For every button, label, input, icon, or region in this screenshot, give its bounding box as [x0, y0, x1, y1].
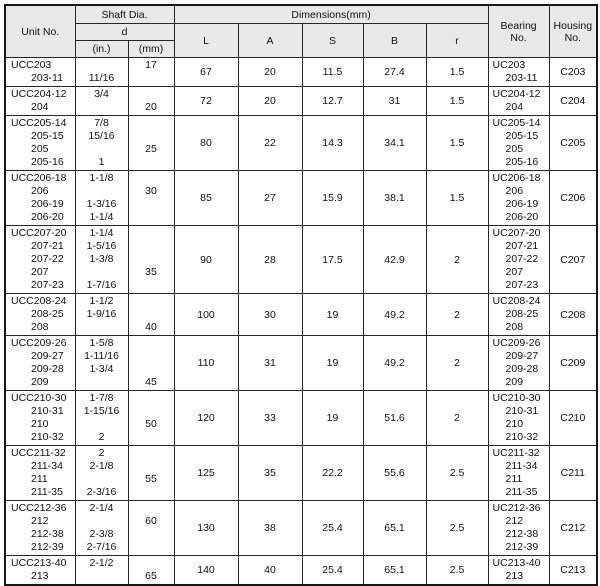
- unit-no-line: 209-27: [31, 350, 64, 362]
- dim-L-cell: 90: [174, 226, 238, 294]
- shaft-dia-mm-line: 60: [145, 515, 157, 527]
- unit-no-line: 203-11: [31, 72, 63, 84]
- unit-no-cell: [5, 58, 75, 87]
- header-dimensions: Dimensions(mm): [174, 5, 488, 24]
- unit-no-line: 208: [31, 321, 49, 333]
- header-col-L: L: [174, 24, 238, 58]
- dim-A-cell: 38: [238, 501, 302, 556]
- shaft-dia-in-line: [76, 376, 128, 389]
- shaft-dia-in-line: [76, 143, 128, 156]
- dim-S-cell: 17.5: [302, 226, 363, 294]
- shaft-dia-mm-line: [129, 460, 174, 473]
- bearing-no-cell: [488, 226, 549, 294]
- shaft-dia-mm-cell: [128, 336, 174, 391]
- unit-no-line: UCC206-18: [11, 172, 67, 184]
- unit-no-line: 213: [31, 570, 49, 582]
- dim-r-cell: 2: [426, 294, 488, 336]
- shaft-dia-in-cell: [75, 336, 128, 391]
- shaft-dia-mm-line: [129, 557, 174, 570]
- shaft-dia-in-line: 7/8: [94, 117, 109, 129]
- shaft-dia-mm-line: [129, 337, 174, 350]
- shaft-dia-mm-line: [129, 130, 174, 143]
- bearing-no-line: 206: [505, 185, 524, 197]
- bearing-spec-table: [4, 4, 598, 586]
- bearing-no-cell: [488, 87, 549, 116]
- bearing-no-line: 208: [505, 321, 524, 333]
- spec-sheet: [4, 4, 598, 586]
- shaft-dia-mm-cell: [128, 226, 174, 294]
- bearing-no-line: UC210-30: [492, 392, 541, 404]
- housing-no-cell: C204: [549, 87, 597, 116]
- dim-A-cell: 33: [238, 391, 302, 446]
- bearing-no-cell: [488, 446, 549, 501]
- bearing-no-cell: [488, 294, 549, 336]
- dim-S-cell: 25.4: [302, 501, 363, 556]
- dim-B-cell: 55.6: [363, 446, 426, 501]
- shaft-dia-in-cell: [75, 171, 128, 226]
- shaft-dia-in-line: [76, 515, 128, 528]
- header-unit-no: Unit No.: [5, 5, 75, 58]
- shaft-dia-mm-line: [129, 405, 174, 418]
- table-row: [5, 556, 597, 586]
- dim-r-cell: 1.5: [426, 116, 488, 171]
- table-row: [5, 116, 597, 171]
- unit-no-line: 211-34: [31, 460, 63, 472]
- shaft-dia-in-line: 1-1/4: [89, 227, 114, 239]
- unit-no-line: UCC205-14: [11, 117, 67, 129]
- shaft-dia-mm-line: [129, 198, 174, 211]
- table-row: [5, 501, 597, 556]
- shaft-dia-in-cell: [75, 391, 128, 446]
- shaft-dia-in-line: 1-1/8: [89, 172, 114, 184]
- shaft-dia-in-line: 2-1/4: [89, 502, 114, 514]
- dim-L-cell: 140: [174, 556, 238, 586]
- dim-r-cell: 2: [426, 391, 488, 446]
- unit-no-line: UCC207-20: [11, 227, 67, 239]
- shaft-dia-in-line: 1-1/2: [89, 295, 114, 307]
- shaft-dia-in-line: 1-9/16: [86, 308, 117, 320]
- housing-no-cell: C213: [549, 556, 597, 586]
- shaft-dia-in-line: [76, 418, 128, 431]
- dim-B-cell: 38.1: [363, 171, 426, 226]
- shaft-dia-in-line: [76, 59, 128, 72]
- shaft-dia-in-line: 1-11/16: [84, 350, 119, 362]
- unit-no-cell: [5, 556, 75, 586]
- dim-S-cell: 15.9: [302, 171, 363, 226]
- shaft-dia-in-line: 1-7/16: [86, 279, 117, 291]
- shaft-dia-in-line: [76, 570, 128, 583]
- shaft-dia-in-line: 3/4: [94, 88, 109, 100]
- shaft-dia-in-line: [76, 185, 128, 198]
- shaft-dia-mm-cell: [128, 87, 174, 116]
- shaft-dia-mm-cell: [128, 446, 174, 501]
- shaft-dia-in-line: 1-3/16: [86, 198, 117, 210]
- shaft-dia-mm-line: [129, 363, 174, 376]
- shaft-dia-in-line: [76, 321, 128, 334]
- bearing-no-line: UC204-12: [492, 88, 541, 100]
- shaft-dia-in-line: 1-15/16: [83, 405, 120, 417]
- bearing-no-line: 207-23: [505, 279, 539, 291]
- dim-A-cell: 22: [238, 116, 302, 171]
- table-row: [5, 391, 597, 446]
- shaft-dia-mm-line: [129, 156, 174, 169]
- shaft-dia-in-cell: [75, 226, 128, 294]
- shaft-dia-mm-line: [129, 72, 174, 85]
- dim-L-cell: 130: [174, 501, 238, 556]
- dim-r-cell: 1.5: [426, 171, 488, 226]
- shaft-dia-in-cell: [75, 294, 128, 336]
- shaft-dia-mm-line: [129, 279, 174, 292]
- unit-no-line: UCC204-12: [11, 88, 67, 100]
- bearing-no-line: 206-20: [505, 211, 539, 223]
- shaft-dia-mm-line: [129, 447, 174, 460]
- unit-no-line: 210-32: [31, 431, 64, 443]
- shaft-dia-mm-line: [129, 211, 174, 224]
- dim-L-cell: 85: [174, 171, 238, 226]
- unit-no-line: 205: [31, 143, 49, 155]
- unit-no-line: 211-35: [31, 486, 63, 498]
- shaft-dia-mm-line: 17: [145, 59, 157, 71]
- bearing-no-line: UC205-14: [492, 117, 541, 129]
- shaft-dia-in-line: 1-1/4: [89, 211, 114, 223]
- header-housing-no: Housing No.: [549, 5, 597, 58]
- shaft-dia-mm-line: [129, 350, 174, 363]
- dim-S-cell: 22.2: [302, 446, 363, 501]
- unit-no-line: UCC210-30: [11, 392, 67, 404]
- dim-r-cell: 1.5: [426, 58, 488, 87]
- shaft-dia-in-line: 11/16: [88, 72, 115, 84]
- table-row: [5, 226, 597, 294]
- unit-no-line: 206-20: [31, 211, 64, 223]
- unit-no-line: 209: [31, 376, 49, 388]
- bearing-no-line: 211: [505, 473, 523, 485]
- bearing-no-line: UC203: [492, 59, 526, 71]
- dim-S-cell: 14.3: [302, 116, 363, 171]
- shaft-dia-mm-line: 30: [145, 185, 157, 197]
- bearing-no-cell: [488, 501, 549, 556]
- bearing-no-line: 212-39: [505, 541, 539, 553]
- shaft-dia-in-line: 2-3/16: [86, 486, 117, 498]
- shaft-dia-mm-cell: [128, 116, 174, 171]
- shaft-dia-in-line: 2: [98, 431, 105, 443]
- unit-no-line: 212-38: [31, 528, 64, 540]
- bearing-no-line: 207: [505, 266, 524, 278]
- dim-r-cell: 1.5: [426, 87, 488, 116]
- header-col-r: r: [426, 24, 488, 58]
- bearing-no-cell: [488, 58, 549, 87]
- dim-S-cell: 19: [302, 336, 363, 391]
- shaft-dia-mm-cell: [128, 58, 174, 87]
- shaft-dia-mm-line: 40: [145, 321, 157, 333]
- dim-L-cell: 125: [174, 446, 238, 501]
- shaft-dia-in-cell: [75, 446, 128, 501]
- shaft-dia-in-line: [76, 473, 128, 486]
- header-bearing-no: Bearing No.: [488, 5, 549, 58]
- shaft-dia-mm-line: 65: [145, 570, 157, 582]
- dim-L-cell: 110: [174, 336, 238, 391]
- shaft-dia-in-line: 2-1/2: [89, 557, 114, 569]
- shaft-dia-mm-line: [129, 240, 174, 253]
- shaft-dia-mm-line: [129, 502, 174, 515]
- bearing-no-line: 208-25: [505, 308, 539, 320]
- housing-no-cell: C206: [549, 171, 597, 226]
- unit-no-line: 210: [31, 418, 49, 430]
- unit-no-cell: [5, 391, 75, 446]
- header-col-A: A: [238, 24, 302, 58]
- unit-no-line: 209-28: [31, 363, 64, 375]
- dim-S-cell: 19: [302, 294, 363, 336]
- housing-no-cell: C210: [549, 391, 597, 446]
- dim-A-cell: 40: [238, 556, 302, 586]
- unit-no-line: 211: [31, 473, 48, 485]
- table-row: [5, 58, 597, 87]
- unit-no-line: 212-39: [31, 541, 64, 553]
- bearing-no-line: UC213-40: [492, 557, 541, 569]
- bearing-no-line: 207-22: [505, 253, 539, 265]
- bearing-no-line: 204: [505, 101, 524, 113]
- unit-no-line: 208-25: [31, 308, 64, 320]
- shaft-dia-mm-line: 20: [145, 101, 157, 113]
- shaft-dia-mm-line: [129, 295, 174, 308]
- dim-A-cell: 35: [238, 446, 302, 501]
- unit-no-line: 207-23: [31, 279, 64, 291]
- shaft-dia-in-line: 2-3/8: [89, 528, 114, 540]
- dim-L-cell: 67: [174, 58, 238, 87]
- unit-no-line: 210-31: [31, 405, 64, 417]
- bearing-no-line: UC208-24: [492, 295, 541, 307]
- dim-r-cell: 2.5: [426, 556, 488, 586]
- housing-no-cell: C207: [549, 226, 597, 294]
- dim-r-cell: 2: [426, 226, 488, 294]
- table-row: [5, 336, 597, 391]
- shaft-dia-in-cell: [75, 556, 128, 586]
- table-row: [5, 294, 597, 336]
- header-shaft-dia: Shaft Dia.: [75, 5, 174, 24]
- shaft-dia-in-line: 2: [98, 447, 105, 459]
- table-body: [5, 58, 597, 586]
- housing-no-cell: C209: [549, 336, 597, 391]
- unit-no-line: 205-15: [31, 130, 64, 142]
- dim-B-cell: 49.2: [363, 294, 426, 336]
- table-header: [5, 5, 597, 58]
- shaft-dia-in-cell: [75, 116, 128, 171]
- unit-no-line: UCC211-32: [11, 447, 66, 459]
- header-mm: (mm): [128, 41, 174, 58]
- unit-no-cell: [5, 336, 75, 391]
- dim-r-cell: 2.5: [426, 446, 488, 501]
- header-col-S: S: [302, 24, 363, 58]
- shaft-dia-mm-line: [129, 541, 174, 554]
- dim-L-cell: 80: [174, 116, 238, 171]
- dim-A-cell: 31: [238, 336, 302, 391]
- shaft-dia-in-line: 1-3/8: [89, 253, 114, 265]
- dim-L-cell: 100: [174, 294, 238, 336]
- unit-no-cell: [5, 501, 75, 556]
- dim-B-cell: 42.9: [363, 226, 426, 294]
- unit-no-line: 205-16: [31, 156, 64, 168]
- bearing-no-cell: [488, 171, 549, 226]
- dim-S-cell: 19: [302, 391, 363, 446]
- unit-no-line: 207: [31, 266, 49, 278]
- bearing-no-line: 203-11: [505, 72, 538, 84]
- shaft-dia-in-line: 15/16: [88, 130, 115, 142]
- shaft-dia-in-cell: [75, 87, 128, 116]
- shaft-dia-mm-line: [129, 253, 174, 266]
- bearing-no-line: 205-15: [505, 130, 539, 142]
- bearing-no-line: UC206-18: [492, 172, 541, 184]
- unit-no-line: 207-21: [31, 240, 64, 252]
- unit-no-line: UCC209-26: [11, 337, 67, 349]
- dim-A-cell: 20: [238, 58, 302, 87]
- shaft-dia-in-line: 1-5/16: [86, 240, 117, 252]
- shaft-dia-mm-line: 45: [145, 376, 157, 388]
- shaft-dia-mm-cell: [128, 294, 174, 336]
- header-in: (in.): [75, 41, 128, 58]
- housing-no-cell: C203: [549, 58, 597, 87]
- shaft-dia-in-line: 1-5/8: [89, 337, 114, 349]
- shaft-dia-in-line: [76, 101, 128, 114]
- shaft-dia-mm-cell: [128, 391, 174, 446]
- unit-no-cell: [5, 446, 75, 501]
- dim-B-cell: 65.1: [363, 556, 426, 586]
- bearing-no-line: UC207-20: [492, 227, 541, 239]
- shaft-dia-mm-line: 35: [145, 266, 157, 278]
- shaft-dia-in-line: 1: [98, 156, 105, 168]
- unit-no-cell: [5, 226, 75, 294]
- shaft-dia-mm-line: [129, 486, 174, 499]
- bearing-no-line: UC211-32: [492, 447, 540, 459]
- header-col-B: B: [363, 24, 426, 58]
- dim-r-cell: 2.5: [426, 501, 488, 556]
- shaft-dia-in-cell: [75, 58, 128, 87]
- bearing-no-line: 213: [505, 570, 524, 582]
- unit-no-cell: [5, 116, 75, 171]
- unit-no-line: UCC208-24: [11, 295, 67, 307]
- shaft-dia-mm-line: [129, 308, 174, 321]
- shaft-dia-mm-line: 50: [145, 418, 157, 430]
- dim-S-cell: 12.7: [302, 87, 363, 116]
- bearing-no-line: 205-16: [505, 156, 539, 168]
- shaft-dia-mm-cell: [128, 501, 174, 556]
- dim-B-cell: 31: [363, 87, 426, 116]
- housing-no-cell: C211: [549, 446, 597, 501]
- bearing-no-cell: [488, 391, 549, 446]
- unit-no-line: UCC212-36: [11, 502, 67, 514]
- dim-A-cell: 20: [238, 87, 302, 116]
- bearing-no-line: 206-19: [505, 198, 539, 210]
- unit-no-line: 207-22: [31, 253, 64, 265]
- dim-S-cell: 25.4: [302, 556, 363, 586]
- dim-L-cell: 120: [174, 391, 238, 446]
- shaft-dia-mm-line: [129, 88, 174, 101]
- unit-no-line: 212: [31, 515, 49, 527]
- shaft-dia-mm-line: [129, 172, 174, 185]
- dim-B-cell: 27.4: [363, 58, 426, 87]
- dim-L-cell: 72: [174, 87, 238, 116]
- bearing-no-line: UC209-26: [492, 337, 541, 349]
- shaft-dia-in-line: 1-3/4: [89, 363, 114, 375]
- table-row: [5, 171, 597, 226]
- bearing-no-line: 212: [505, 515, 524, 527]
- bearing-no-line: 212-38: [505, 528, 539, 540]
- unit-no-cell: [5, 87, 75, 116]
- dim-A-cell: 27: [238, 171, 302, 226]
- shaft-dia-mm-line: [129, 431, 174, 444]
- unit-no-cell: [5, 171, 75, 226]
- unit-no-line: UCC203: [11, 59, 52, 71]
- bearing-no-line: 209-28: [505, 363, 539, 375]
- unit-no-line: 206-19: [31, 198, 64, 210]
- dim-A-cell: 28: [238, 226, 302, 294]
- bearing-no-line: 211-35: [505, 486, 538, 498]
- shaft-dia-mm-line: [129, 528, 174, 541]
- table-row: [5, 446, 597, 501]
- unit-no-line: 206: [31, 185, 49, 197]
- bearing-no-line: 205: [505, 143, 524, 155]
- bearing-no-line: 209: [505, 376, 524, 388]
- header-row-1: [5, 5, 597, 24]
- shaft-dia-mm-line: [129, 227, 174, 240]
- shaft-dia-mm-line: [129, 392, 174, 405]
- unit-no-line: 204: [31, 101, 49, 113]
- bearing-no-line: 210: [505, 418, 524, 430]
- housing-no-cell: C208: [549, 294, 597, 336]
- shaft-dia-mm-line: 55: [145, 473, 157, 485]
- dim-B-cell: 51.6: [363, 391, 426, 446]
- dim-B-cell: 49.2: [363, 336, 426, 391]
- shaft-dia-mm-cell: [128, 171, 174, 226]
- shaft-dia-in-cell: [75, 501, 128, 556]
- shaft-dia-mm-line: 25: [145, 143, 157, 155]
- housing-no-cell: C205: [549, 116, 597, 171]
- housing-no-cell: C212: [549, 501, 597, 556]
- bearing-no-cell: [488, 116, 549, 171]
- shaft-dia-in-line: 1-7/8: [89, 392, 114, 404]
- dim-r-cell: 2: [426, 336, 488, 391]
- bearing-no-line: 207-21: [505, 240, 539, 252]
- shaft-dia-in-line: 2-1/8: [89, 460, 114, 472]
- unit-no-cell: [5, 294, 75, 336]
- bearing-no-line: UC212-36: [492, 502, 541, 514]
- dim-B-cell: 34.1: [363, 116, 426, 171]
- header-d: d: [75, 24, 174, 41]
- shaft-dia-mm-line: [129, 117, 174, 130]
- bearing-no-line: 209-27: [505, 350, 539, 362]
- dim-S-cell: 11.5: [302, 58, 363, 87]
- shaft-dia-in-line: 2-7/16: [86, 541, 117, 553]
- table-row: [5, 87, 597, 116]
- shaft-dia-in-line: [76, 266, 128, 279]
- shaft-dia-mm-cell: [128, 556, 174, 586]
- bearing-no-cell: [488, 556, 549, 586]
- dim-A-cell: 30: [238, 294, 302, 336]
- bearing-no-cell: [488, 336, 549, 391]
- bearing-no-line: 211-34: [505, 460, 538, 472]
- bearing-no-line: 210-31: [505, 405, 539, 417]
- unit-no-line: UCC213-40: [11, 557, 67, 569]
- bearing-no-line: 210-32: [505, 431, 539, 443]
- dim-B-cell: 65.1: [363, 501, 426, 556]
